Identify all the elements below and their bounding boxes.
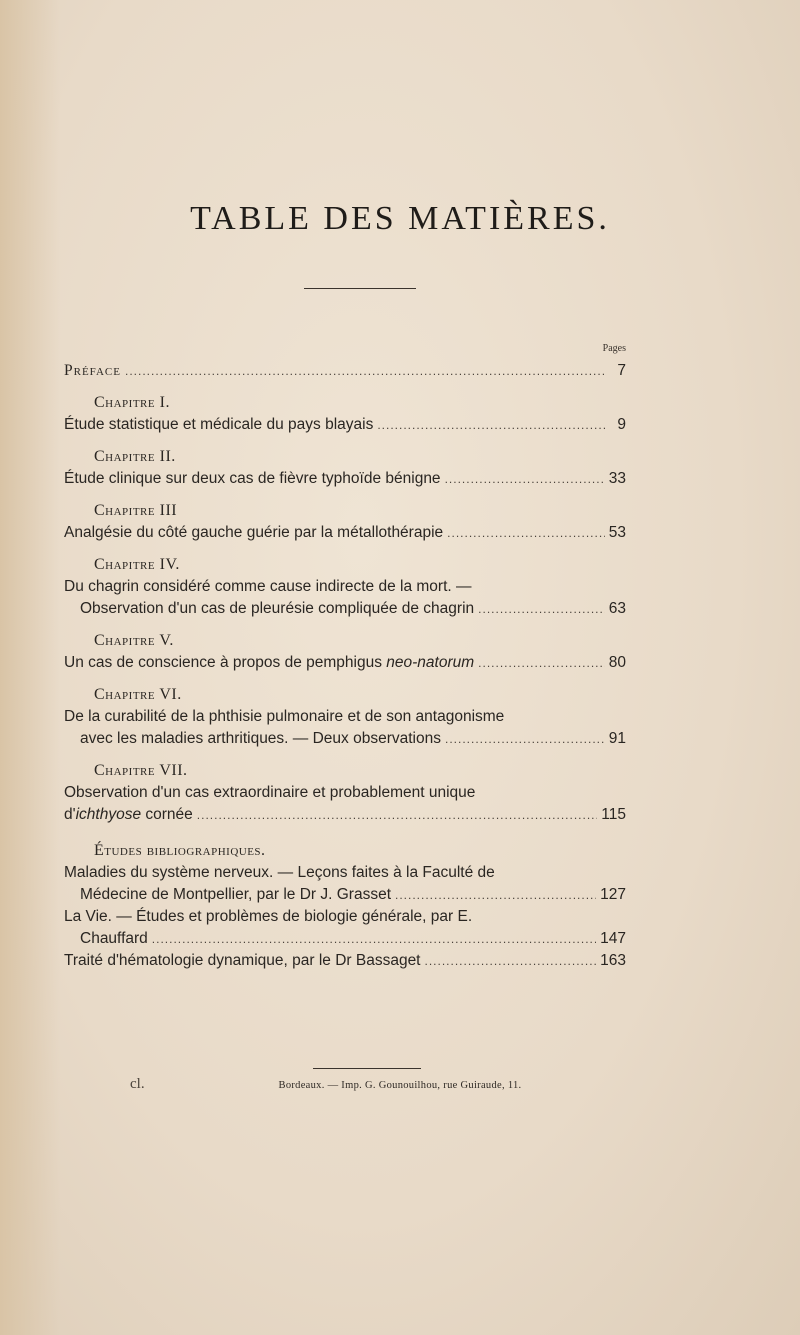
page-number: 63 [608, 600, 626, 617]
toc-entry-chapter-4 [64, 598, 626, 620]
bibliography-item-2-line-1: La Vie. — Études et problèmes de biologie générale, par E. [64, 908, 473, 925]
dot-leader [395, 884, 596, 906]
toc-entry-text [64, 652, 474, 674]
chapter-heading-5: Chapitre V. [94, 632, 174, 649]
toc-entry-text: Étude clinique sur deux cas de fièvre typhoïde bénigne [64, 470, 441, 487]
page-number: 127 [600, 886, 626, 903]
toc-entry-chapter-3 [64, 522, 626, 544]
toc-entry-text: Observation d'un cas de pleurésie compliquée de chagrin [80, 600, 475, 617]
chapter-heading-4: Chapitre IV. [94, 556, 180, 573]
page-number: 163 [600, 952, 626, 969]
dot-leader [447, 522, 605, 544]
dot-leader [377, 414, 606, 436]
toc-entry-preface [64, 360, 626, 382]
bibliography-item-3 [64, 950, 626, 972]
toc-entry-text: Médecine de Montpellier, par le Dr J. Grasset [80, 886, 391, 903]
toc-entry-text-italic: neo-natorum [386, 654, 475, 671]
toc-entry-chapter-6 [64, 728, 626, 750]
toc-entry-text: Analgésie du côté gauche guérie par la métallothérapie [64, 524, 444, 541]
toc-entry-text: Étude statistique et médicale du pays blayais [64, 416, 374, 433]
dot-leader [425, 950, 597, 972]
chapter-heading-2: Chapitre II. [94, 448, 176, 465]
page-number: 53 [608, 524, 626, 541]
toc-entry-text: Traité d'hématologie dynamique, par le Dr Bassaget [64, 952, 421, 969]
printer-imprint: Bordeaux. — Imp. G. Gounouilhou, rue Guiraude, 11. [278, 1080, 522, 1091]
title-divider [304, 288, 416, 289]
chapter-heading-6: Chapitre VI. [94, 686, 182, 703]
chapter-heading-3: Chapitre III [94, 502, 178, 519]
bibliography-item-2 [64, 928, 626, 950]
page-number: 7 [617, 362, 626, 379]
dot-leader [197, 804, 598, 826]
toc-entry-chapter-7 [64, 804, 626, 826]
toc-entry-chapter-1 [64, 414, 626, 436]
dot-leader [445, 728, 605, 750]
toc-entry-chapter-4-line-1: Du chagrin considéré comme cause indirecte de la mort. — [64, 578, 472, 595]
toc-entry-text: avec les maladies arthritiques. — Deux observations [80, 730, 441, 747]
toc-entry-text: Préface [64, 362, 121, 379]
margin-mark: cl. [130, 1076, 145, 1092]
toc-entry-text-suffix: cornée [141, 806, 193, 823]
bibliography-item-1 [64, 884, 626, 906]
page-number: 80 [608, 654, 626, 671]
dot-leader [445, 468, 605, 490]
toc-entry-chapter-6-line-1: De la curabilité de la phthisie pulmonaire et de son antagonisme [64, 708, 505, 725]
toc-entry-text-italic: ichthyose [75, 806, 142, 823]
page-number: 91 [608, 730, 626, 747]
pages-column-header: Pages [602, 343, 626, 354]
bibliography-heading: Études bibliographiques. [94, 842, 266, 859]
dot-leader [152, 928, 596, 950]
page-number: 115 [601, 806, 626, 823]
table-of-contents [64, 360, 626, 972]
page-number: 147 [600, 930, 626, 947]
chapter-heading-1: Chapitre I. [94, 394, 170, 411]
toc-entry-chapter-5 [64, 652, 626, 674]
toc-entry-text-prefix: d' [64, 806, 76, 823]
dot-leader [125, 360, 606, 382]
dot-leader [478, 652, 605, 674]
toc-entry-text [64, 804, 193, 826]
toc-entry-text-roman: Un cas de conscience à propos de pemphigus [64, 654, 387, 671]
bibliography-item-1-line-1: Maladies du système nerveux. — Leçons faites à la Faculté de [64, 864, 495, 881]
toc-entry-chapter-7-line-1: Observation d'un cas extraordinaire et probablement unique [64, 784, 476, 801]
chapter-heading-7: Chapitre VII. [94, 762, 188, 779]
page-number: 9 [617, 416, 626, 433]
page-title: TABLE DES MATIÈRES. [190, 200, 610, 237]
toc-entry-chapter-2 [64, 468, 626, 490]
footer-divider [313, 1068, 421, 1069]
dot-leader [478, 598, 605, 620]
page-number: 33 [608, 470, 626, 487]
toc-entry-text: Chauffard [80, 930, 148, 947]
